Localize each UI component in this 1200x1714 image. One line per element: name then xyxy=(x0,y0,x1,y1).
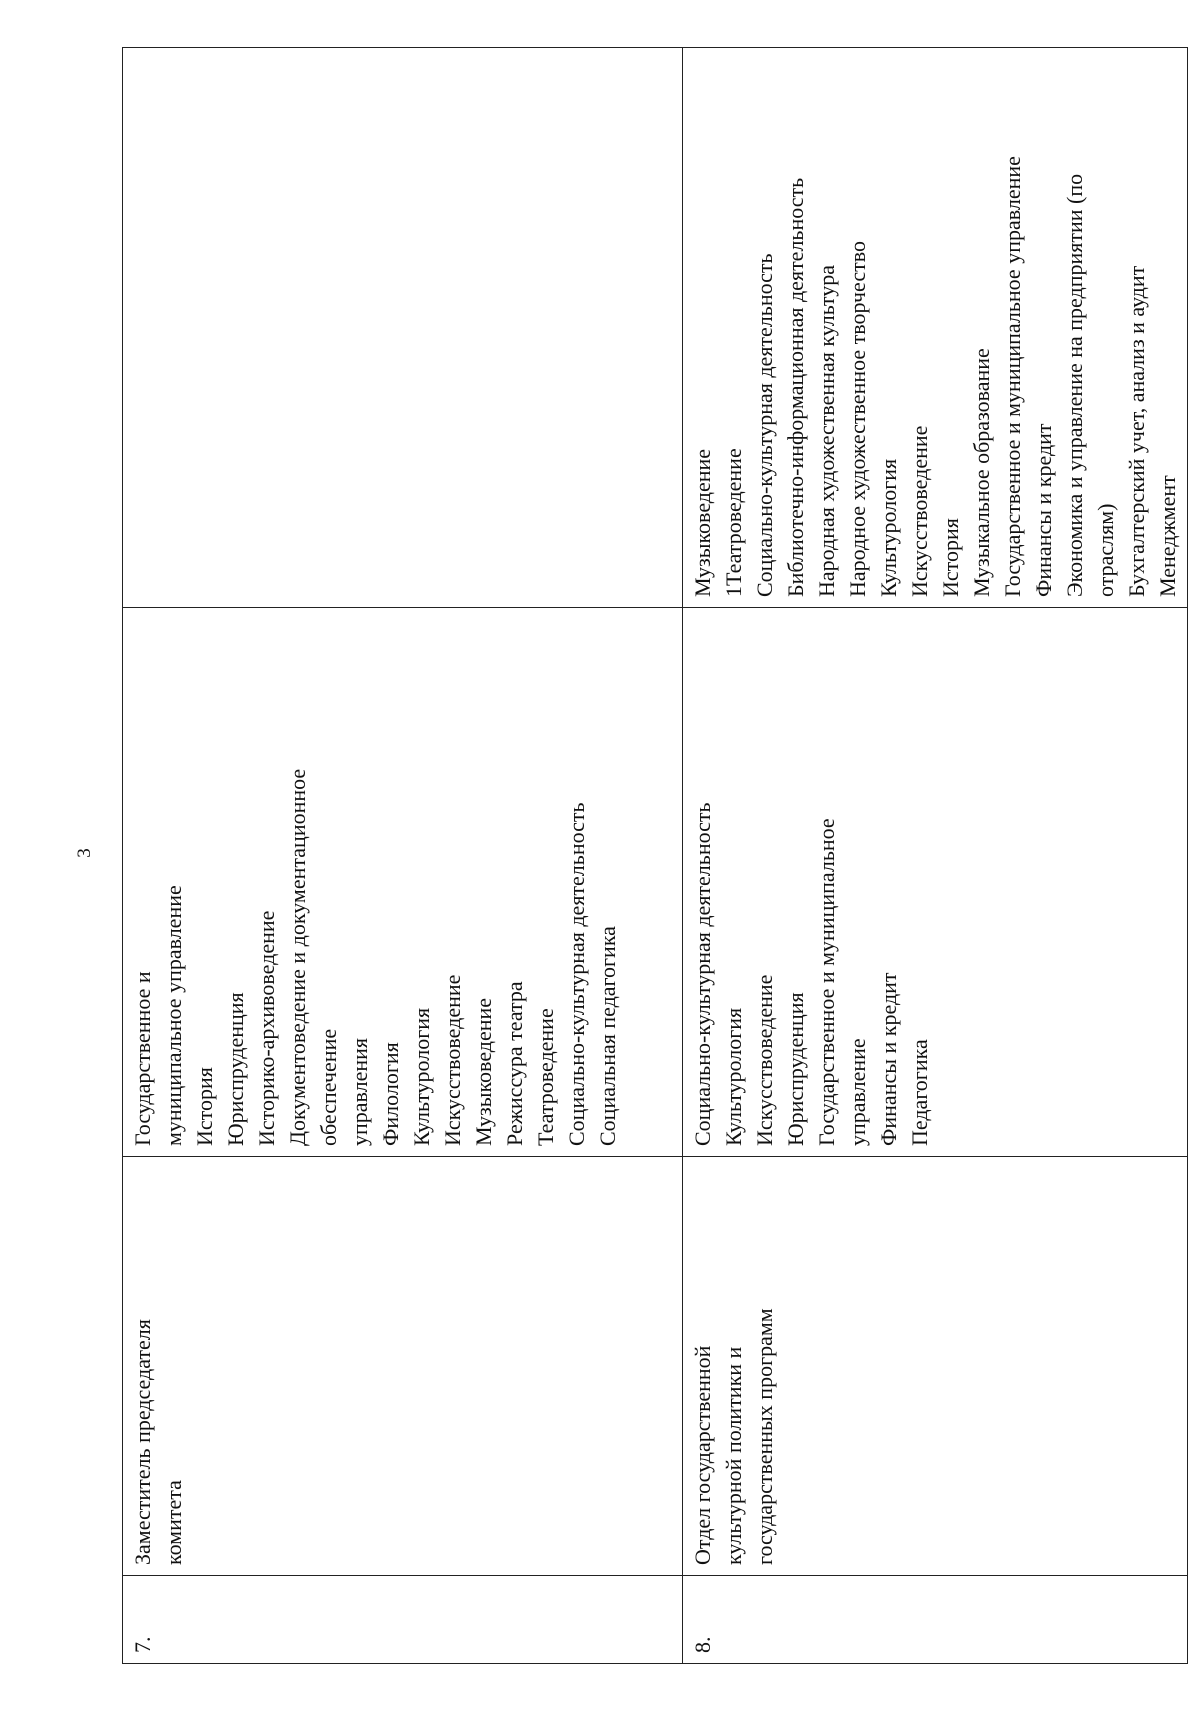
table-row xyxy=(123,48,683,1664)
positions-table xyxy=(122,47,1188,1664)
cell-line: Искусствоведение xyxy=(440,974,465,1146)
cell-line: Филология xyxy=(378,1042,403,1146)
cell-line: Финансы и кредит xyxy=(876,972,901,1146)
cell-line: История xyxy=(192,1067,217,1146)
cell-line: культурной политики и xyxy=(721,1346,746,1565)
cell-line: Финансы и кредит xyxy=(1031,423,1056,597)
cell-line: Социально-культурная деятельность xyxy=(752,253,777,597)
cell-line: Искусствоведение xyxy=(752,974,777,1146)
cell-line: 1Театроведение xyxy=(721,448,746,597)
department-cell xyxy=(683,1157,1188,1576)
cell-line: Документоведение и документационное xyxy=(285,768,310,1146)
cell-line: Историко-архивоведение xyxy=(254,910,279,1146)
cell-line: Культурология xyxy=(409,1007,434,1146)
cell-line: Театроведение xyxy=(533,1008,558,1146)
cell-line: комитета xyxy=(161,1480,186,1565)
cell-line: Музыковедение xyxy=(690,448,715,597)
row-number: 8. xyxy=(690,1636,715,1653)
cell-line: Социальная педагогика xyxy=(595,926,620,1146)
cell-line: обеспечение xyxy=(316,1028,341,1146)
cell-line: Менеджмент xyxy=(1155,475,1180,597)
cell-line: Социально-культурная деятельность xyxy=(564,802,589,1146)
cell-line: муниципальное управление xyxy=(161,885,186,1146)
department-cell xyxy=(123,1157,683,1576)
cell-line: государственных программ xyxy=(752,1308,777,1565)
cell-line: Педагогика xyxy=(907,1039,932,1146)
cell-line: управления xyxy=(347,1037,372,1146)
cell-line: Юриспруденция xyxy=(783,992,808,1146)
cell-line: Народная художественная культура xyxy=(814,264,839,597)
cell-line: Отдел государственной xyxy=(690,1345,715,1565)
cell-line: История xyxy=(938,518,963,597)
cell-line: Музыкальное образование xyxy=(969,348,994,597)
table-row xyxy=(683,48,1188,1664)
specialties-extra-cell xyxy=(683,48,1188,608)
cell-line: отраслям) xyxy=(1093,503,1118,597)
cell-line: Музыковедение xyxy=(471,997,496,1146)
specialties-cell xyxy=(683,608,1188,1157)
cell-line: Заместитель председателя xyxy=(130,1319,155,1565)
row-number-cell xyxy=(123,1576,683,1664)
specialties-cell xyxy=(123,608,683,1157)
cell-line: Библиотечно-информационная деятельность xyxy=(783,177,808,597)
cell-line: управление xyxy=(845,1038,870,1146)
cell-line: Культурология xyxy=(876,458,901,597)
cell-line: Искусствоведение xyxy=(907,425,932,597)
cell-line: Экономика и управление на предприятии (по xyxy=(1062,173,1087,597)
cell-line: Режиссура театра xyxy=(502,981,527,1146)
cell-line: Культурология xyxy=(721,1007,746,1146)
cell-line: Государственное и муниципальное управление xyxy=(1000,156,1025,597)
cell-line: Юриспруденция xyxy=(223,992,248,1146)
table-container xyxy=(122,48,1180,1664)
cell-line: Социально-культурная деятельность xyxy=(690,802,715,1146)
cell-line: Бухгалтерский учет, анализ и аудит xyxy=(1124,265,1149,597)
cell-line: Государственное и xyxy=(130,971,155,1146)
specialties-extra-cell xyxy=(123,48,683,608)
cell-line: Народное художественное творчество xyxy=(845,241,870,597)
page-number: 3 xyxy=(74,848,95,858)
row-number-cell xyxy=(683,1576,1188,1664)
cell-line: Государственное и муниципальное xyxy=(814,818,839,1146)
row-number: 7. xyxy=(130,1636,155,1653)
